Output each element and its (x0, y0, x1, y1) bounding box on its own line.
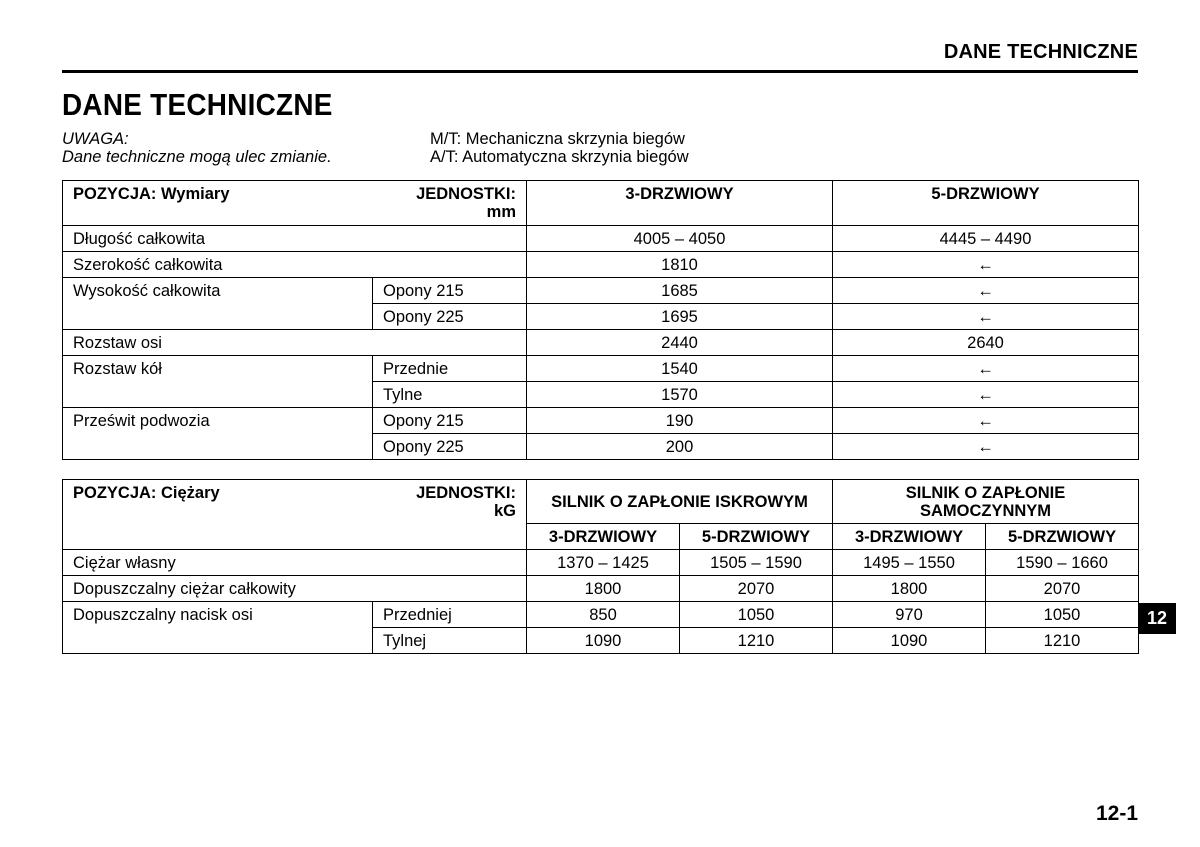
table-row (63, 252, 1139, 278)
row-label: Długość całkowita (63, 226, 527, 252)
dimensions-table (62, 180, 1139, 460)
note-mt: M/T: Mechaniczna skrzynia biegów (430, 130, 685, 148)
value-5: ← (833, 278, 1139, 304)
sub-label: Opony 225 (373, 304, 527, 330)
row-label: Wysokość całkowita (63, 278, 373, 330)
value: 850 (527, 602, 680, 628)
row-label: Rozstaw osi (63, 330, 527, 356)
value: 1370 – 1425 (527, 550, 680, 576)
row-label: Prześwit podwozia (63, 408, 373, 460)
table-row (63, 356, 1139, 382)
petrol-engine-header: SILNIK O ZAPŁONIE ISKROWYM (527, 480, 833, 524)
petrol-5-door: 5-DRZWIOWY (680, 524, 833, 550)
row-label: Dopuszczalny nacisk osi (63, 602, 373, 654)
value-3: 1695 (527, 304, 833, 330)
sub-label: Opony 225 (373, 434, 527, 460)
table-row (63, 550, 1139, 576)
value-5: 2640 (833, 330, 1139, 356)
value-3: 1540 (527, 356, 833, 382)
note-at: A/T: Automatyczna skrzynia biegów (430, 148, 689, 166)
col-5-door: 5-DRZWIOWY (833, 181, 1139, 226)
value-5: ← (833, 382, 1139, 408)
value: 1505 – 1590 (680, 550, 833, 576)
table-row (63, 226, 1139, 252)
units-label: JEDNOSTKI: mm (416, 185, 516, 221)
value: 1800 (833, 576, 986, 602)
value-5: 4445 – 4490 (833, 226, 1139, 252)
page-title: DANE TECHNICZNE (62, 87, 333, 122)
sub-label: Opony 215 (373, 408, 527, 434)
value: 1590 – 1660 (986, 550, 1139, 576)
row-label: Dopuszczalny ciężar całkowity (63, 576, 527, 602)
diesel-3-door: 3-DRZWIOWY (833, 524, 986, 550)
value-3: 2440 (527, 330, 833, 356)
row-label: Ciężar własny (63, 550, 527, 576)
table-row (63, 576, 1139, 602)
value: 1210 (986, 628, 1139, 654)
diesel-engine-header: SILNIK O ZAPŁONIE SAMOCZYNNYM (833, 480, 1139, 524)
value-5: ← (833, 252, 1139, 278)
header-cell (63, 480, 527, 550)
value-3: 1685 (527, 278, 833, 304)
table-row (63, 408, 1139, 434)
diesel-5-door: 5-DRZWIOWY (986, 524, 1139, 550)
value-5: ← (833, 408, 1139, 434)
value: 1495 – 1550 (833, 550, 986, 576)
value: 1050 (986, 602, 1139, 628)
value-3: 4005 – 4050 (527, 226, 833, 252)
note-change: Dane techniczne mogą ulec zmianie. (62, 148, 332, 166)
value-3: 190 (527, 408, 833, 434)
petrol-3-door: 3-DRZWIOWY (527, 524, 680, 550)
value: 1800 (527, 576, 680, 602)
header-cell (63, 181, 527, 226)
sub-label: Opony 215 (373, 278, 527, 304)
units-label: JEDNOSTKI: kG (416, 484, 516, 520)
page-number: 12-1 (1095, 802, 1138, 825)
value: 2070 (680, 576, 833, 602)
value: 1090 (833, 628, 986, 654)
value: 970 (833, 602, 986, 628)
table-header-row (63, 181, 1139, 226)
position-label: POZYCJA: Ciężary (73, 484, 220, 502)
table-row (63, 330, 1139, 356)
sub-label: Przedniej (373, 602, 527, 628)
header-rule (62, 70, 1138, 73)
position-label: POZYCJA: Wymiary (73, 185, 230, 203)
sub-label: Przednie (373, 356, 527, 382)
value: 2070 (986, 576, 1139, 602)
note-uwaga: UWAGA: (62, 130, 129, 148)
section-header-title: DANE TECHNICZNE (943, 41, 1138, 63)
value: 1050 (680, 602, 833, 628)
value-3: 1810 (527, 252, 833, 278)
row-label: Szerokość całkowita (63, 252, 527, 278)
row-label: Rozstaw kół (63, 356, 373, 408)
value-5: ← (833, 304, 1139, 330)
sub-label: Tylne (373, 382, 527, 408)
value: 1210 (680, 628, 833, 654)
value: 1090 (527, 628, 680, 654)
table-header-row (63, 480, 1139, 524)
col-3-door: 3-DRZWIOWY (527, 181, 833, 226)
notes-left (62, 130, 332, 166)
chapter-tab: 12 (1138, 603, 1176, 634)
weights-table (62, 479, 1139, 654)
table-row (63, 602, 1139, 628)
value-5: ← (833, 356, 1139, 382)
notes-right (430, 130, 689, 166)
value-3: 1570 (527, 382, 833, 408)
value-5: ← (833, 434, 1139, 460)
value-3: 200 (527, 434, 833, 460)
sub-label: Tylnej (373, 628, 527, 654)
table-row (63, 278, 1139, 304)
